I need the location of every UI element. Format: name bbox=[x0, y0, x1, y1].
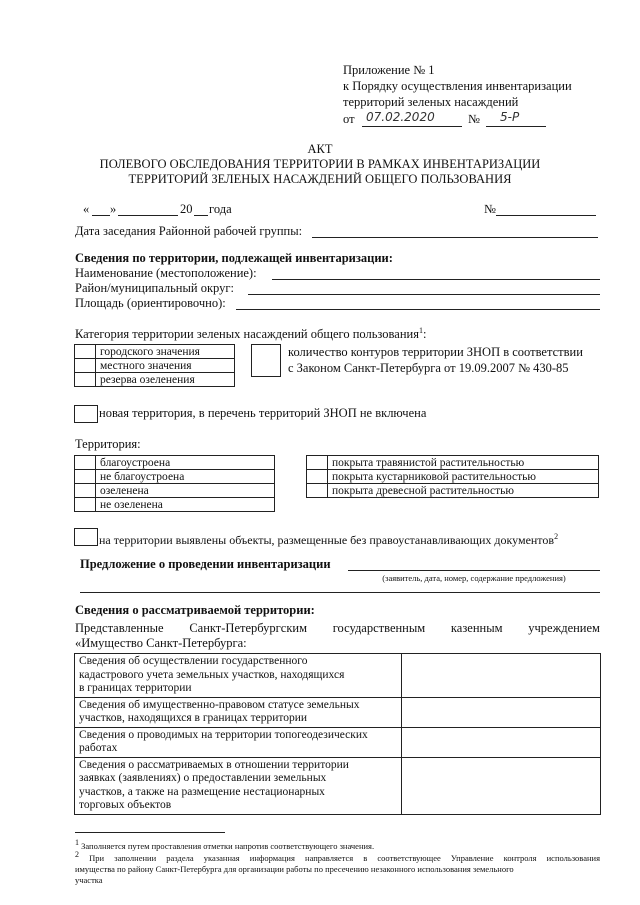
vegetation-option-row[interactable] bbox=[307, 456, 599, 470]
vegetation-option-label: покрыта травянистой растительностью bbox=[328, 456, 599, 470]
new-territory-label: новая территория, в перечень территорий ЗНОП не включена bbox=[99, 406, 427, 420]
intro-word: казенным bbox=[450, 621, 503, 635]
proposal-caption: (заявитель, дата, номер, содержание предложения) bbox=[382, 573, 566, 583]
appendix-date-underline bbox=[362, 126, 462, 127]
contours-label-line1: количество контуров территории ЗНОП в соответствии bbox=[288, 345, 583, 359]
name-label: Наименование (местоположение): bbox=[75, 266, 257, 280]
meeting-date-label: Дата заседания Районной рабочей группы: bbox=[75, 224, 303, 238]
area-field[interactable] bbox=[236, 309, 600, 310]
vegetation-option-row[interactable] bbox=[307, 484, 599, 498]
act-number-field[interactable] bbox=[496, 215, 596, 216]
vegetation-option-row[interactable] bbox=[307, 470, 599, 484]
info-row bbox=[75, 757, 601, 814]
info-row-label bbox=[75, 727, 402, 757]
area-label: Площадь (ориентировочно): bbox=[75, 296, 226, 310]
category-checkbox-city[interactable] bbox=[75, 345, 96, 359]
date-year-suffix: года bbox=[209, 202, 232, 216]
date-close-quote: » bbox=[110, 202, 117, 216]
intro-word: Представленные bbox=[75, 621, 164, 635]
info-row-text: участков, находящихся в границах территории bbox=[79, 712, 308, 724]
objects-label bbox=[99, 529, 558, 548]
act-title-line3: ТЕРРИТОРИЙ ЗЕЛЕНЫХ НАСАЖДЕНИЙ ОБЩЕГО ПОЛЬЗОВАНИЯ bbox=[128, 172, 512, 186]
info-row-value[interactable] bbox=[402, 757, 601, 814]
territory-checkbox[interactable] bbox=[75, 498, 96, 512]
territory-checkbox[interactable] bbox=[75, 470, 96, 484]
appendix-number-handwritten: 5-Р bbox=[500, 110, 520, 124]
territory-option-row[interactable] bbox=[75, 498, 275, 512]
territory-option-row[interactable] bbox=[75, 456, 275, 470]
district-field[interactable] bbox=[248, 294, 600, 295]
info-row-text: в границах территории bbox=[79, 682, 192, 694]
info-row bbox=[75, 654, 601, 698]
footnote-2-line3: участка bbox=[75, 874, 103, 885]
territory-option-row[interactable] bbox=[75, 484, 275, 498]
footnote-2-mark: 2 bbox=[75, 850, 79, 859]
appendix-line1: Приложение № 1 bbox=[343, 63, 435, 77]
date-month-field[interactable] bbox=[118, 215, 178, 216]
territory-option-row[interactable] bbox=[75, 470, 275, 484]
vegetation-checkbox[interactable] bbox=[307, 456, 328, 470]
info-row-text: Сведения об имущественно-правовом статусе земельных bbox=[79, 698, 360, 711]
intro-word: Санкт-Петербургским bbox=[189, 621, 307, 635]
vegetation-option-label: покрыта кустарниковой растительностью bbox=[328, 470, 599, 484]
proposal-field-line2[interactable] bbox=[80, 592, 600, 593]
info-row-text: торговых объектов bbox=[79, 799, 172, 811]
territory-label: Территория: bbox=[75, 437, 141, 451]
new-territory-checkbox[interactable] bbox=[74, 405, 98, 423]
category-option-label: резерва озеленения bbox=[96, 373, 235, 387]
info-row-label bbox=[75, 757, 402, 814]
info-row-text: Сведения об осуществлении государственного bbox=[79, 655, 308, 667]
info-row-text: заявках (заявлениях) о предоставлении земельных bbox=[79, 772, 327, 784]
category-label-suffix: : bbox=[422, 327, 427, 342]
info-row-value[interactable] bbox=[402, 727, 601, 757]
vegetation-checkbox[interactable] bbox=[307, 470, 328, 484]
footnote-1-mark: 1 bbox=[75, 838, 79, 847]
date-open-quote: « bbox=[83, 202, 90, 216]
proposal-heading: Предложение о проведении инвентаризации bbox=[80, 557, 331, 571]
category-checkbox-local[interactable] bbox=[75, 359, 96, 373]
info-row-text: Сведения о проводимых на территории топогеодезических bbox=[79, 728, 368, 741]
category-option-row[interactable] bbox=[75, 373, 235, 387]
info-row-label bbox=[75, 654, 402, 698]
category-checkbox-reserve[interactable] bbox=[75, 373, 96, 387]
date-year-prefix: 20 bbox=[180, 202, 193, 216]
appendix-from-prefix: от bbox=[343, 112, 355, 126]
territory-checkbox[interactable] bbox=[75, 456, 96, 470]
category-label-text: Категория территории зеленых насаждений общего пользования bbox=[75, 327, 419, 342]
info-row-value[interactable] bbox=[402, 654, 601, 698]
contours-label-line2: с Законом Санкт-Петербурга от 19.09.2007 № 430-85 bbox=[288, 361, 569, 375]
vegetation-checkbox[interactable] bbox=[307, 484, 328, 498]
appendix-line2: к Порядку осуществления инвентаризации bbox=[343, 79, 572, 93]
contours-count-box[interactable] bbox=[251, 344, 281, 377]
appendix-line3: территорий зеленых насаждений bbox=[343, 95, 519, 109]
category-label bbox=[75, 323, 426, 342]
considered-heading: Сведения о рассматриваемой территории: bbox=[75, 603, 315, 617]
considered-intro-line2: «Имущество Санкт-Петербурга: bbox=[75, 636, 247, 650]
territory-left-table bbox=[74, 455, 275, 512]
considered-info-table bbox=[74, 653, 601, 815]
territory-option-label: озеленена bbox=[96, 484, 275, 498]
footnote-2-line1: При заполнении раздела указанная информация направляется в соответствующее Управление контроля использования bbox=[89, 852, 600, 863]
info-row bbox=[75, 727, 601, 757]
appendix-number-prefix: № bbox=[468, 112, 480, 126]
info-row-label bbox=[75, 697, 402, 727]
territory-right-table bbox=[306, 455, 599, 498]
act-title: АКТ bbox=[307, 142, 333, 156]
footnote-1-text: Заполняется путем проставления отметки напротив соответствующего значения. bbox=[81, 840, 375, 851]
territory-option-label: не озеленена bbox=[96, 498, 275, 512]
category-options-table bbox=[74, 344, 235, 387]
meeting-date-field[interactable] bbox=[312, 237, 598, 238]
footnote-2-line1-wrap bbox=[75, 849, 600, 864]
footnote-2-line2: имущества по району Санкт-Петербурга для организации работы по пресечению незаконного использования земельного bbox=[75, 863, 514, 874]
info-row-value[interactable] bbox=[402, 697, 601, 727]
territory-checkbox[interactable] bbox=[75, 484, 96, 498]
objects-label-text: на территории выявлены объекты, размещенные без правоустанавливающих документов bbox=[99, 533, 555, 547]
date-day-field[interactable] bbox=[92, 215, 110, 216]
date-year-field[interactable] bbox=[194, 215, 208, 216]
district-label: Район/муниципальный округ: bbox=[75, 281, 234, 295]
footnote-1-ref: 1 bbox=[418, 326, 423, 335]
territory-info-heading: Сведения по территории, подлежащей инвентаризации: bbox=[75, 251, 393, 265]
info-row-text: участков, а также на размещение нестационарных bbox=[79, 785, 325, 798]
act-number-label: № bbox=[484, 202, 496, 216]
act-title-line2: ПОЛЕВОГО ОБСЛЕДОВАНИЯ ТЕРРИТОРИИ В РАМКАХ ИНВЕНТАРИЗАЦИИ bbox=[99, 157, 541, 171]
territory-option-label: не благоустроена bbox=[96, 470, 275, 484]
category-option-row[interactable] bbox=[75, 359, 235, 373]
appendix-number-underline bbox=[486, 126, 546, 127]
info-row-text: кадастрового учета земельных участков, находящихся bbox=[79, 668, 345, 681]
name-field[interactable] bbox=[272, 279, 600, 280]
info-row-text: Сведения о рассматриваемых в отношении территории bbox=[79, 758, 349, 771]
objects-checkbox[interactable] bbox=[74, 528, 98, 546]
proposal-field[interactable] bbox=[348, 570, 600, 571]
intro-word: учреждением bbox=[528, 621, 600, 635]
vegetation-option-label: покрыта древесной растительностью bbox=[328, 484, 599, 498]
intro-word: государственным bbox=[332, 621, 426, 635]
category-option-label: городского значения bbox=[96, 345, 235, 359]
territory-option-label: благоустроена bbox=[96, 456, 275, 470]
info-row bbox=[75, 697, 601, 727]
category-option-label: местного значения bbox=[96, 359, 235, 373]
footnote-separator bbox=[75, 832, 225, 833]
info-row-text: работах bbox=[79, 742, 118, 754]
category-option-row[interactable] bbox=[75, 345, 235, 359]
considered-intro-line1 bbox=[75, 621, 600, 636]
footnote-2-ref: 2 bbox=[554, 532, 559, 541]
appendix-date-handwritten: 07.02.2020 bbox=[366, 110, 435, 124]
footnote-2 bbox=[75, 849, 600, 886]
